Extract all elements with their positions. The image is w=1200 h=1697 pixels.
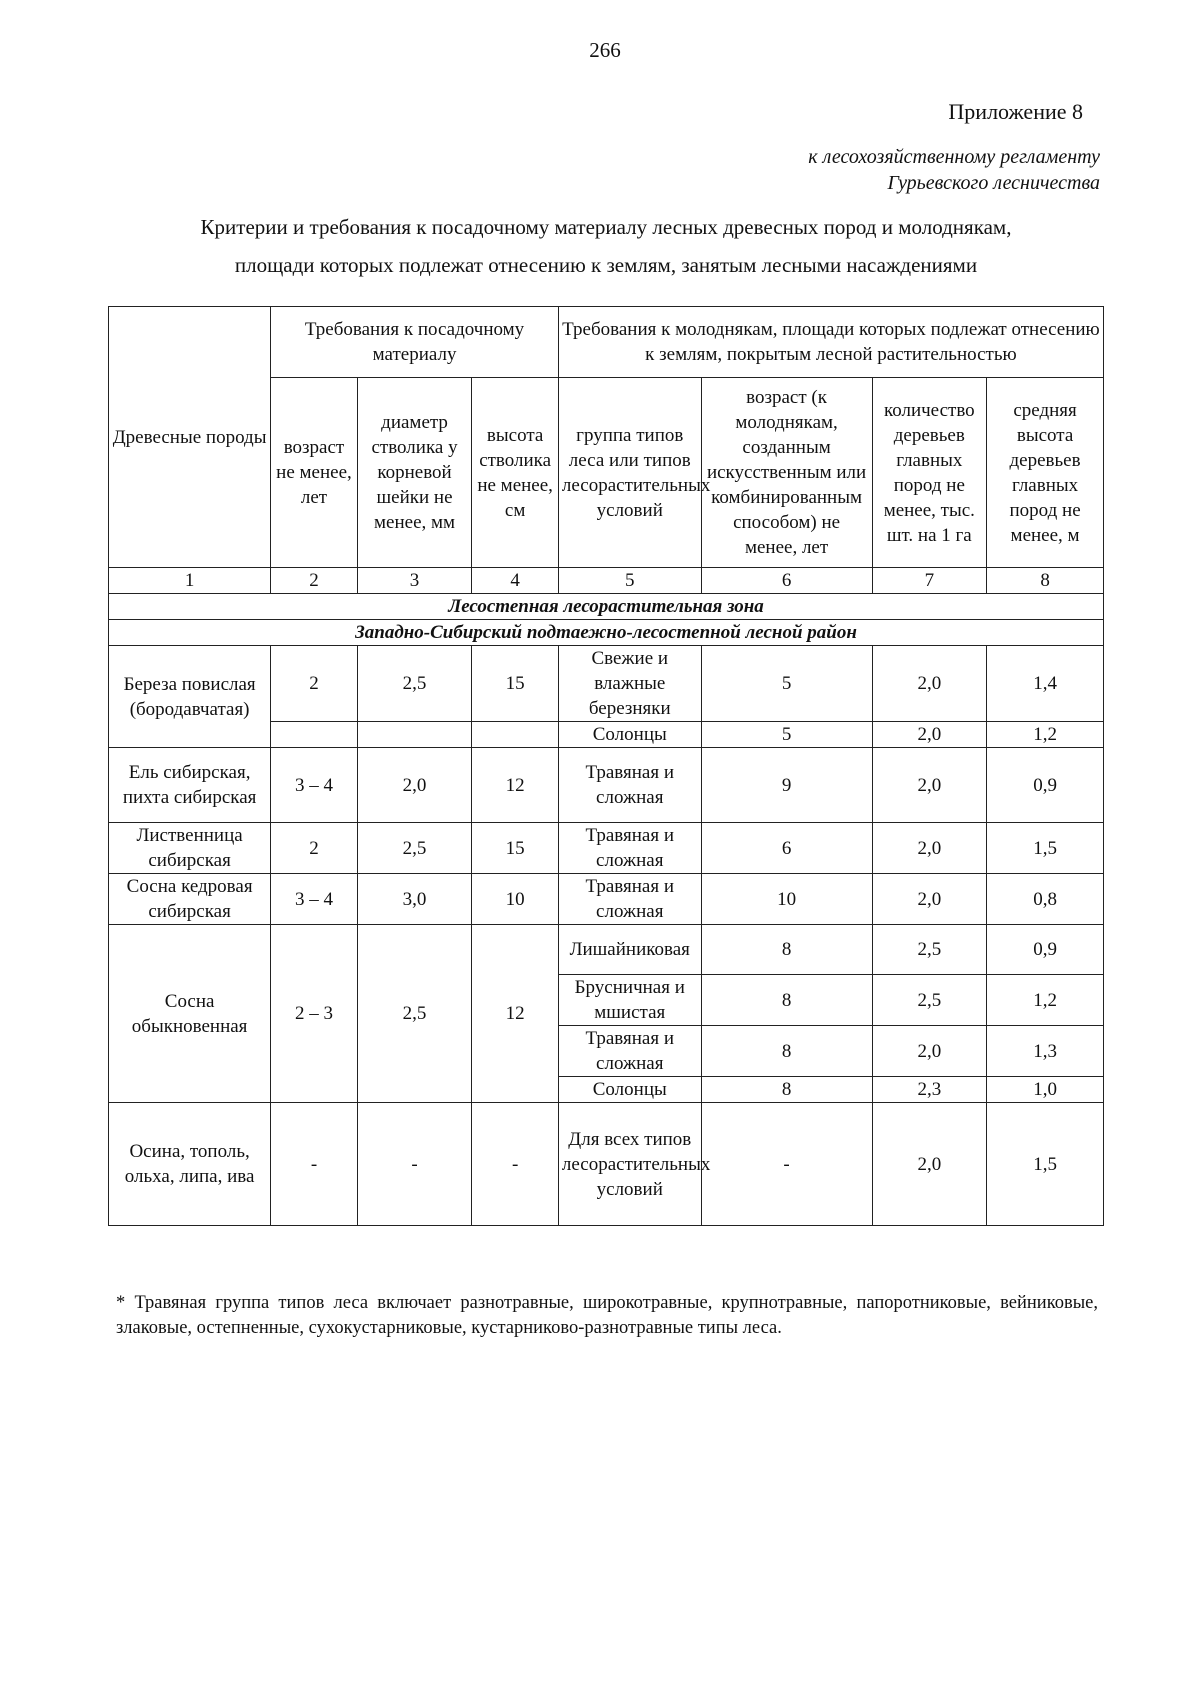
cell-avg-height: 1,2 (987, 722, 1104, 748)
cell-young-age: - (701, 1103, 872, 1226)
cell-diameter: 2,5 (357, 646, 472, 722)
header-forest-type: группа типов леса или типов лесорастительных условий (558, 378, 701, 568)
header-height: высота стволика не менее, см (472, 378, 559, 568)
cell-forest-type: Свежие и влажные березняки (558, 646, 701, 722)
cell-diameter: 2,5 (357, 925, 472, 1103)
col-number: 4 (472, 568, 559, 594)
cell-count: 2,0 (872, 748, 987, 823)
cell-height: 15 (472, 823, 559, 874)
col-number: 6 (701, 568, 872, 594)
cell-count: 2,0 (872, 722, 987, 748)
cell-forest-type: Для всех типов лесорастительных условий (558, 1103, 701, 1226)
cell-count: 2,0 (872, 646, 987, 722)
cell-young-age: 8 (701, 925, 872, 975)
cell-young-age: 9 (701, 748, 872, 823)
cell-height: 12 (472, 925, 559, 1103)
cell-age: 2 (271, 823, 358, 874)
cell-avg-height: 1,3 (987, 1026, 1104, 1077)
header-age: возраст не менее, лет (271, 378, 358, 568)
cell-forest-type: Травяная и сложная (558, 823, 701, 874)
cell-forest-type: Травяная и сложная (558, 874, 701, 925)
cell-species: Ель сибирская, пихта сибирская (109, 748, 271, 823)
cell-avg-height: 1,2 (987, 975, 1104, 1026)
cell-avg-height: 1,5 (987, 1103, 1104, 1226)
col-number: 5 (558, 568, 701, 594)
cell-young-age: 8 (701, 1077, 872, 1103)
cell-age: 2 – 3 (271, 925, 358, 1103)
cell-height: 15 (472, 646, 559, 722)
cell-count: 2,0 (872, 823, 987, 874)
cell-height-empty (472, 722, 559, 748)
cell-young-age: 8 (701, 1026, 872, 1077)
cell-species: Береза повислая (бородавчатая) (109, 646, 271, 748)
cell-forest-type: Брусничная и мшистая (558, 975, 701, 1026)
cell-species: Осина, тополь, ольха, липа, ива (109, 1103, 271, 1226)
cell-diameter-empty (357, 722, 472, 748)
table-row (109, 925, 1104, 975)
document-title (108, 208, 1104, 284)
col-number: 8 (987, 568, 1104, 594)
cell-height: 12 (472, 748, 559, 823)
cell-age-empty (271, 722, 358, 748)
footnote: * Травяная группа типов леса включает разнотравные, широкотравные, крупнотравные, папоротниковые, вейниковые, злаковые, остепненные, сухокустарниковые, кустарниково-разнотравные типы леса. (116, 1293, 1098, 1338)
cell-forest-type: Солонцы (558, 1077, 701, 1103)
cell-avg-height: 1,4 (987, 646, 1104, 722)
col-number: 1 (109, 568, 271, 594)
subtitle-line-2: Гурьевского лесничества (887, 172, 1100, 194)
requirements-table (108, 306, 1104, 1226)
header-avg-height: средняя высота деревьев главных пород не менее, м (987, 378, 1104, 568)
cell-forest-type: Солонцы (558, 722, 701, 748)
appendix-subtitle (808, 144, 1100, 196)
cell-species: Сосна обыкновенная (109, 925, 271, 1103)
table-row (109, 823, 1104, 874)
cell-avg-height: 1,5 (987, 823, 1104, 874)
title-line-1: Критерии и требования к посадочному материалу лесных древесных пород и молоднякам, (200, 215, 1012, 239)
cell-young-age: 8 (701, 975, 872, 1026)
header-planting-group: Требования к посадочному материалу (271, 307, 559, 378)
cell-forest-type: Травяная и сложная (558, 748, 701, 823)
cell-avg-height: 1,0 (987, 1077, 1104, 1103)
cell-count: 2,3 (872, 1077, 987, 1103)
cell-diameter: 2,0 (357, 748, 472, 823)
cell-height: - (472, 1103, 559, 1226)
header-young-age: возраст (к молоднякам, созданным искусственным или комбинированным способом) не менее, лет (701, 378, 872, 568)
zone-heading: Лесостепная лесорастительная зона (109, 594, 1104, 620)
cell-young-age: 5 (701, 646, 872, 722)
cell-count: 2,5 (872, 975, 987, 1026)
cell-count: 2,5 (872, 925, 987, 975)
cell-avg-height: 0,9 (987, 925, 1104, 975)
cell-age: - (271, 1103, 358, 1226)
cell-forest-type: Лишайниковая (558, 925, 701, 975)
cell-avg-height: 0,8 (987, 874, 1104, 925)
table-row (109, 748, 1104, 823)
cell-young-age: 10 (701, 874, 872, 925)
cell-forest-type: Травяная и сложная (558, 1026, 701, 1077)
col-number: 3 (357, 568, 472, 594)
district-heading: Западно-Сибирский подтаежно-лесостепной лесной район (109, 620, 1104, 646)
table-row (109, 874, 1104, 925)
page-number: 266 (589, 38, 621, 62)
cell-count: 2,0 (872, 874, 987, 925)
cell-diameter: 2,5 (357, 823, 472, 874)
cell-species: Сосна кедровая сибирская (109, 874, 271, 925)
cell-species: Лиственница сибирская (109, 823, 271, 874)
subtitle-line-1: к лесохозяйственному регламенту (808, 146, 1100, 168)
header-count: количество деревьев главных пород не менее, тыс. шт. на 1 га (872, 378, 987, 568)
appendix-label: Приложение 8 (948, 99, 1083, 124)
cell-count: 2,0 (872, 1026, 987, 1077)
col-number: 7 (872, 568, 987, 594)
column-numbers-row (109, 568, 1104, 594)
table-row (109, 1103, 1104, 1226)
header-young-group: Требования к молоднякам, площади которых подлежат отнесению к землям, покрытым лесной растительностью (558, 307, 1103, 378)
cell-age: 3 – 4 (271, 874, 358, 925)
cell-avg-height: 0,9 (987, 748, 1104, 823)
cell-young-age: 6 (701, 823, 872, 874)
cell-young-age: 5 (701, 722, 872, 748)
table-row (109, 646, 1104, 722)
cell-count: 2,0 (872, 1103, 987, 1226)
header-species: Древесные породы (109, 307, 271, 568)
col-number: 2 (271, 568, 358, 594)
title-line-2: площади которых подлежат отнесению к землям, занятым лесными насаждениями (234, 253, 978, 277)
header-diameter: диаметр стволика у корневой шейки не менее, мм (357, 378, 472, 568)
cell-height: 10 (472, 874, 559, 925)
cell-diameter: 3,0 (357, 874, 472, 925)
cell-diameter: - (357, 1103, 472, 1226)
cell-age: 2 (271, 646, 358, 722)
cell-age: 3 – 4 (271, 748, 358, 823)
